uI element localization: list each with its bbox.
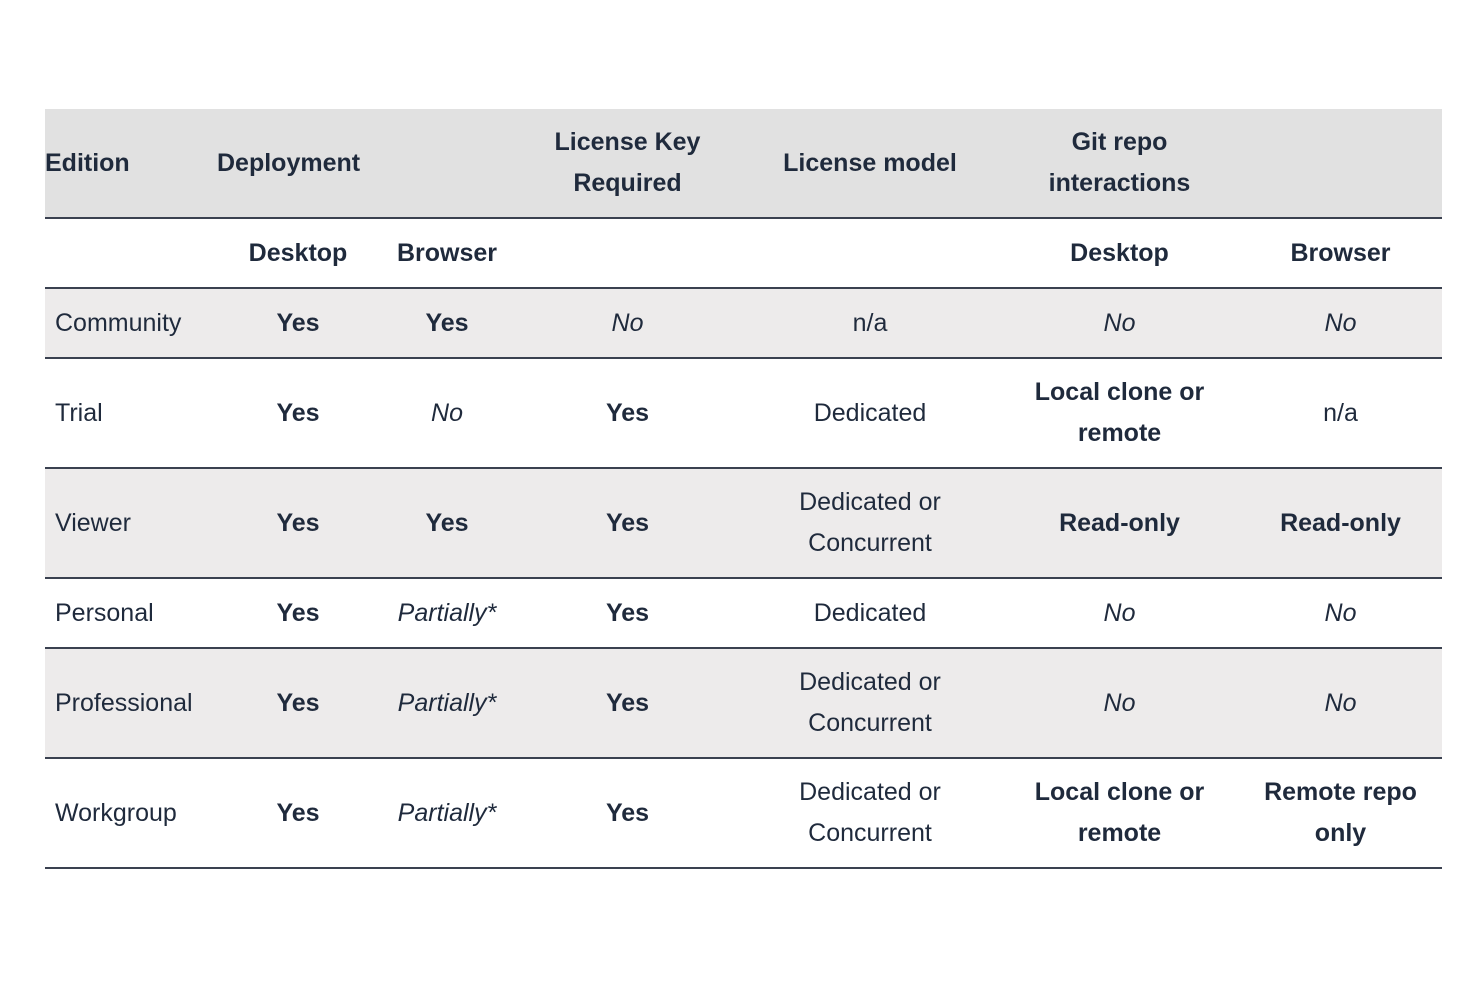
git-desktop-line1: Read-only (1059, 508, 1180, 537)
git-desktop-line2: remote (1077, 419, 1162, 447)
deploy-browser-cell: Partially* (379, 758, 515, 868)
edition-cell: Trial (45, 358, 217, 468)
git-browser-line1: No (1324, 598, 1357, 627)
license-model-line2: Concurrent (808, 709, 932, 737)
git-browser-line2: only (1314, 819, 1367, 847)
license-key-cell: Yes (515, 758, 740, 868)
table-row (45, 288, 1442, 358)
git-desktop-line2: remote (1077, 819, 1162, 847)
git-desktop-cell (1000, 578, 1239, 648)
table-subheader-row (45, 218, 1442, 288)
header-deployment: Deployment (217, 109, 515, 218)
license-model-line1: Dedicated or (799, 488, 941, 516)
license-model-line2: Concurrent (808, 529, 932, 557)
git-desktop-line1: No (1103, 308, 1136, 337)
git-browser-cell (1239, 358, 1442, 468)
edition-cell: Viewer (45, 468, 217, 578)
subheader-empty-1 (45, 218, 217, 288)
table-header-row (45, 109, 1442, 218)
subheader-git-browser: Browser (1239, 218, 1442, 288)
license-model-line1: Dedicated or (799, 668, 941, 696)
git-desktop-cell (1000, 358, 1239, 468)
license-model-cell (740, 648, 1000, 758)
header-license-key (515, 109, 740, 218)
deploy-browser-cell: Yes (379, 468, 515, 578)
header-git-repo (1000, 109, 1239, 218)
git-desktop-line1: Local clone or (1034, 378, 1205, 406)
license-key-cell: Yes (515, 578, 740, 648)
deploy-desktop-cell: Yes (217, 358, 379, 468)
table-row (45, 468, 1442, 578)
deploy-desktop-cell: Yes (217, 758, 379, 868)
header-license-key-line2: Required (573, 169, 682, 197)
table-row (45, 648, 1442, 758)
git-browser-cell (1239, 758, 1442, 868)
license-model-cell (740, 758, 1000, 868)
git-browser-line1: n/a (1323, 398, 1358, 427)
deploy-browser-cell: No (379, 358, 515, 468)
git-browser-cell (1239, 578, 1442, 648)
git-browser-cell (1239, 648, 1442, 758)
git-browser-line1: Read-only (1280, 508, 1401, 537)
table-row (45, 758, 1442, 868)
header-license-model: License model (740, 109, 1000, 218)
git-desktop-cell (1000, 758, 1239, 868)
git-browser-line1: No (1324, 688, 1357, 717)
header-git-line1: Git repo (1071, 128, 1168, 156)
deploy-browser-cell: Partially* (379, 578, 515, 648)
license-key-cell: Yes (515, 468, 740, 578)
license-key-cell: No (515, 288, 740, 358)
editions-table-container (45, 109, 1442, 869)
git-desktop-line1: No (1103, 688, 1136, 717)
license-model-line1: Dedicated (813, 598, 927, 627)
git-browser-cell (1239, 468, 1442, 578)
git-desktop-cell (1000, 648, 1239, 758)
header-empty (1239, 109, 1442, 218)
license-model-cell (740, 358, 1000, 468)
license-model-line2: Concurrent (808, 819, 932, 847)
deploy-desktop-cell: Yes (217, 648, 379, 758)
header-edition: Edition (45, 109, 217, 218)
git-browser-cell (1239, 288, 1442, 358)
header-license-key-line1: License Key (554, 128, 701, 156)
license-model-cell (740, 288, 1000, 358)
editions-comparison-table (45, 109, 1442, 869)
git-desktop-line1: No (1103, 598, 1136, 627)
subheader-empty-2 (515, 218, 740, 288)
edition-cell: Workgroup (45, 758, 217, 868)
license-key-cell: Yes (515, 648, 740, 758)
license-model-line1: n/a (852, 308, 888, 337)
edition-cell: Personal (45, 578, 217, 648)
deploy-browser-cell: Yes (379, 288, 515, 358)
header-git-line2: interactions (1048, 169, 1191, 197)
subheader-deploy-browser: Browser (379, 218, 515, 288)
git-browser-line1: No (1324, 308, 1357, 337)
git-desktop-cell (1000, 468, 1239, 578)
deploy-desktop-cell: Yes (217, 468, 379, 578)
deploy-browser-cell: Partially* (379, 648, 515, 758)
edition-cell: Professional (45, 648, 217, 758)
table-row (45, 578, 1442, 648)
git-browser-line1: Remote repo (1264, 778, 1417, 806)
edition-cell: Community (45, 288, 217, 358)
deploy-desktop-cell: Yes (217, 578, 379, 648)
license-model-cell (740, 468, 1000, 578)
git-desktop-cell (1000, 288, 1239, 358)
subheader-empty-3 (740, 218, 1000, 288)
table-row (45, 358, 1442, 468)
license-key-cell: Yes (515, 358, 740, 468)
license-model-cell (740, 578, 1000, 648)
subheader-git-desktop: Desktop (1000, 218, 1239, 288)
git-desktop-line1: Local clone or (1034, 778, 1205, 806)
license-model-line1: Dedicated or (799, 778, 941, 806)
deploy-desktop-cell: Yes (217, 288, 379, 358)
license-model-line1: Dedicated (813, 398, 927, 427)
subheader-deploy-desktop: Desktop (217, 218, 379, 288)
